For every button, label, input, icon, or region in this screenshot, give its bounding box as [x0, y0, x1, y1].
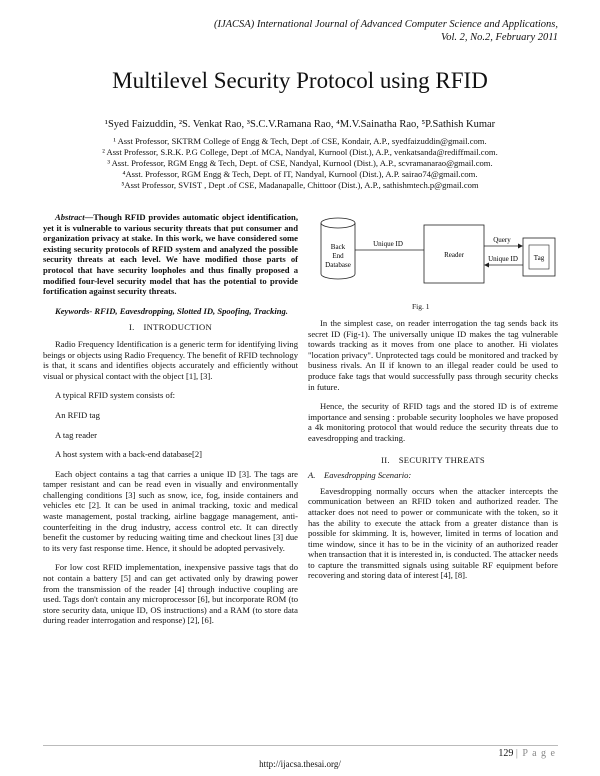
right-column	[308, 318, 558, 581]
abstract-text: Though RFID provides automatic object identification, yet it is vulnerable to various security threats that put consumer and organization privacy at stake. In this work, we have considered some existing security protocols of RFID system and analyzed the possible security threats at each level. We have modified those parts of protocol that have security loopholes and thus finally proposed a modified four-level security model that has the potential to provide fortification against security threats.	[43, 212, 298, 297]
query-arrowhead-icon	[518, 244, 523, 249]
rfid-system-figure	[312, 208, 562, 300]
journal-line-1: (IJACSA) International Journal of Advanced Computer Science and Applications,	[213, 19, 558, 30]
affiliation-3: ³ Asst. Professor, RGM Engg & Tech, Dept. of CSE, Nandyal, Kurnool (Dist.), A.P., scvramanarao@gmail.com.	[107, 158, 493, 168]
page-number-value: 129	[498, 748, 514, 759]
page-number-label: | P a g e	[515, 748, 556, 759]
intro-paragraph-3: Each object contains a tag that carries a unique ID [3]. The tags are tamper resistant and can be read even in visually and environmentally challenging conditions [3] such as snow, ice, fog, inside containers and vehicles etc [2]. It can be used in animal tracking, toxic and medical waste management, postal tracking, airline baggage management, anti-counterfeiting in the drug industry, access control etc. It can directly benefit the customer by reducing waiting time and checkout lines [3] due to its very fast response time. Hence, it should be adopted pervasively.	[43, 468, 298, 553]
intro-paragraph-4: For low cost RFID implementation, inexpensive passive tags that do not contain a battery [5] and can get activated only by drawing power from the transmission of the reader [4] through inductive coupling are used. Tags don't contain any microprocessor [6], but incorporate ROM (to store security data, unique ID, OS instructions) and a RAM (to store data during reader interrogation and response) [2], [6].	[43, 562, 298, 626]
author-list: ¹Syed Faizuddin, ²S. Venkat Rao, ³S.C.V.Ramana Rao, ⁴M.V.Sainatha Rao, ⁵P.Sathish Kumar	[104, 119, 496, 130]
subsection-eavesdropping: A. Eavesdropping Scenario:	[308, 470, 412, 481]
list-item: A host system with a back-end database[2]	[55, 449, 203, 460]
db-label-back: Back	[330, 243, 346, 251]
page-number	[498, 748, 556, 759]
response-arrowhead-icon	[484, 263, 489, 268]
right-paragraph-3: Eavesdropping normally occurs when the attacker intercepts the communication between an RFID token and authorized reader. The attacker does not need to power or communicate with the token, so it has the ability to execute the attack from a greater distance than is possible for skimming. It is, however, limited in terms of location and time window, since it has to be in the vicinity of an authorized reader when transaction that it is interested in, is conducted. The attacker needs to capture the transmitted signals using suitable RF equipment before recovering and storing data of interest [4], [8].	[308, 485, 558, 581]
db-label-database: Database	[325, 261, 351, 269]
unique-id-left-label: Unique ID	[373, 240, 403, 248]
keywords-text: RFID, Eavesdropping, Slotted ID, Spoofing, Tracking.	[92, 305, 288, 316]
abstract	[43, 212, 298, 297]
abstract-label: Abstract—	[55, 212, 94, 222]
right-paragraph-2: Hence, the security of RFID tags and the stored ID is of extreme importance and sensing : probable security loopholes we have proposed a 4k monitoring protocol that would reduce the security threats due to eavesdropping and tracking.	[308, 401, 558, 443]
section-heading-introduction: I. INTRODUCTION	[128, 322, 213, 333]
reader-label: Reader	[444, 251, 464, 259]
affiliation-5: ⁵Asst Professor, SVIST , Dept .of CSE, Madanapalle, Chittoor (Dist.), A.P., sathishmtech.p@gmail.com	[121, 180, 479, 190]
list-item: A tag reader	[55, 429, 97, 440]
unique-id-right-label: Unique ID	[488, 255, 518, 263]
db-label-end: End	[332, 252, 344, 260]
journal-header	[138, 18, 558, 44]
query-label: Query	[493, 236, 511, 244]
tag-label: Tag	[533, 254, 545, 262]
affiliation-1: ¹ Asst Professor, SKTRM College of Engg & Tech, Dept .of CSE, Kondair, A.P., syedfaizuddin@gmail.com.	[113, 136, 487, 146]
right-paragraph-1: In the simplest case, on reader interrogation the tag sends back its secret ID (Fig-1). The universally unique ID makes the tag vulnerable towards tracking as it moves from one place to another. Hi violates "location privacy". Unprotected tags could be monitored and tracked by business rivals. An II if known to an illegal reader could be used to produce fake tags that would successfully pass through security checks in future.	[308, 318, 558, 392]
keywords	[43, 306, 298, 317]
footer-url[interactable]: http://ijacsa.thesai.org/	[259, 759, 341, 769]
paper-title: Multilevel Security Protocol using RFID	[112, 68, 488, 93]
left-column	[43, 212, 298, 626]
affiliation-2: ² Asst Professor, S.R.K. P.G College, Dept .of MCA, Nandyal, Kurnool (Dist.), A.P., venkatsanda@rediffmail.com.	[102, 147, 498, 157]
affiliation-4: ⁴Asst. Professor, RGM Engg & Tech, Dept. of IT, Nandyal, Kurnool (Dist.), A.P. sairao74@gmail.com.	[122, 169, 478, 179]
intro-paragraph-2: A typical RFID system consists of:	[55, 390, 176, 401]
list-item: An RFID tag	[55, 409, 100, 420]
footer-rule	[43, 745, 558, 746]
keywords-label: Keywords-	[55, 305, 93, 316]
figure-caption: Fig. 1	[412, 302, 430, 311]
section-heading-security-threats: II. SECURITY THREATS	[381, 454, 485, 465]
journal-line-2: Vol. 2, No.2, February 2011	[440, 32, 558, 43]
intro-paragraph-1: Radio Frequency Identification is a generic term for identifying living beings or objects using Radio Frequency. The benefit of RFID technology is that, it scans and identifies objects accurately and efficiently without visual or physical contact with the object [1], [3].	[43, 338, 298, 381]
